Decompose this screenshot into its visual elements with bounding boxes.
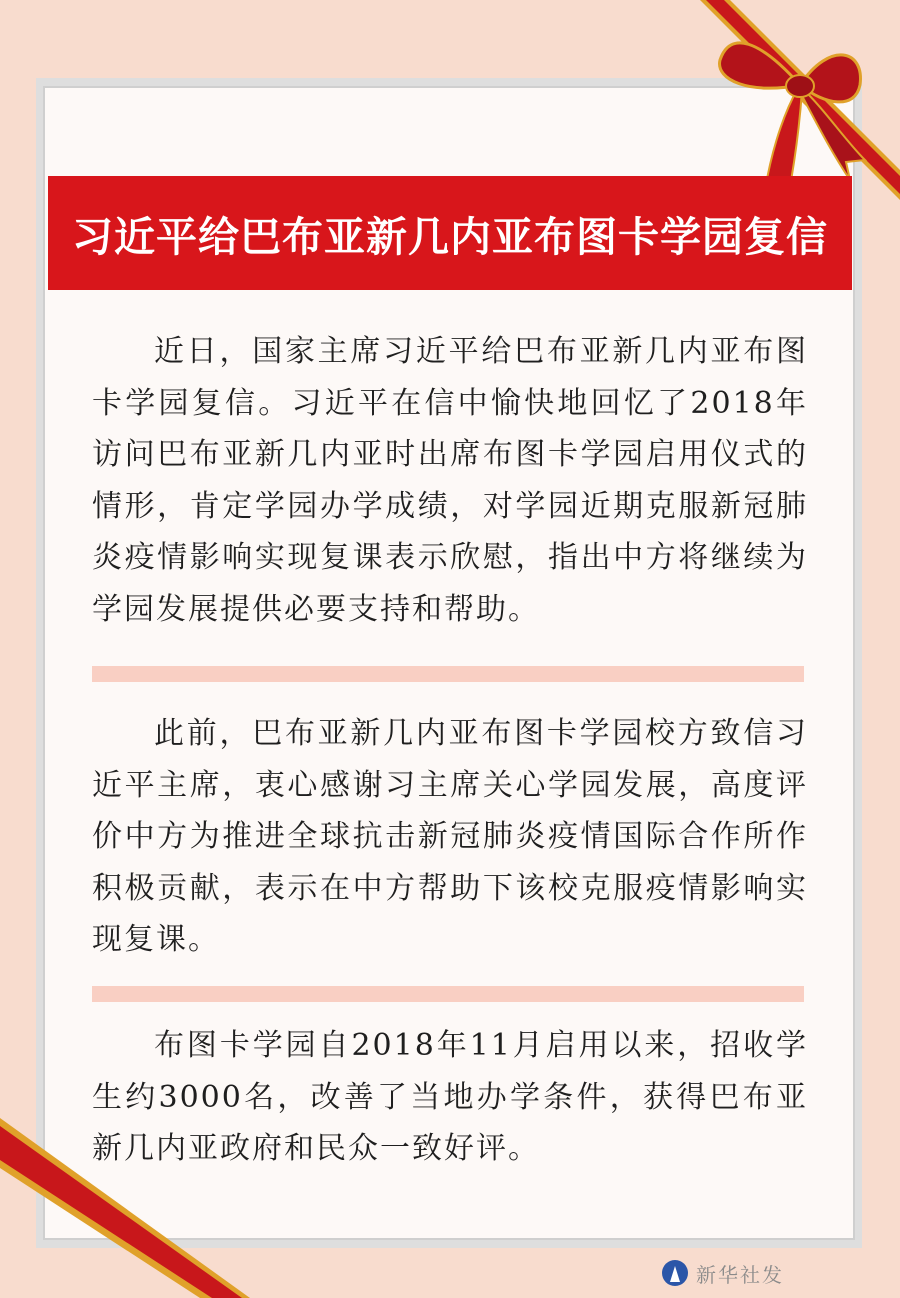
section-divider [92,986,804,1002]
section-divider [92,666,804,682]
paragraph-1: 近日，国家主席习近平给巴布亚新几内亚布图卡学园复信。习近平在信中愉快地回忆了2018年访问巴布亚新几内亚时出席布图卡学园启用仪式的情形，肯定学园办学成绩，对学园近期克服新冠肺炎疫情影响实现复课表示欣慰，指出中方将继续为学园发展提供必要支持和帮助。 [92,334,808,627]
paragraph-2: 此前，巴布亚新几内亚布图卡学园校方致信习近平主席，衷心感谢习主席关心学园发展，高度评价中方为推进全球抗击新冠肺炎疫情国际合作所作积极贡献，表示在中方帮助下该校克服疫情影响实现复课。 [92,716,808,958]
title-banner [48,176,852,290]
page-title: 习近平给巴布亚新几内亚布图卡学园复信 [72,212,828,261]
source-credit [662,1258,784,1288]
source-label: 新华社发 [696,1262,784,1287]
paragraph-3: 布图卡学园自2018年11月启用以来，招收学生约3000名，改善了当地办学条件，获得巴布亚新几内亚政府和民众一致好评。 [92,1028,808,1167]
xinhua-logo-icon [662,1260,688,1286]
